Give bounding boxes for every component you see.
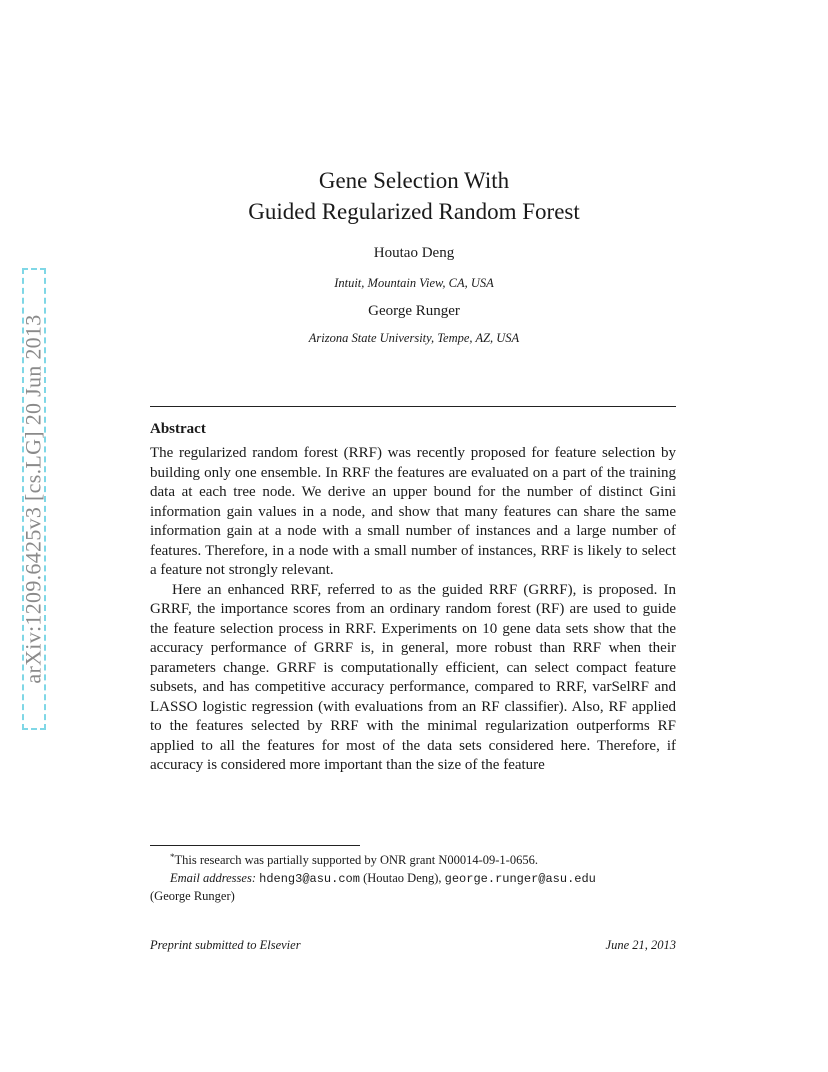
footnote-marker: *	[170, 852, 175, 862]
email-owner-runger: (George Runger)	[150, 889, 235, 903]
email-footnote	[150, 870, 676, 889]
paper-title	[0, 165, 828, 227]
email-owner-deng: (Houtao Deng),	[363, 870, 442, 885]
abstract-paragraph-1: The regularized random forest (RRF) was recently proposed for feature selection by building only one ensemble. In RRF the features are evaluated on a part of the training data at each tree node. We derive an upper bound for the number of distinct Gini information gain values in a node, and show that many features can share the same information gain at a node with a small number of instances and a large number of features. Therefore, in a node with a small number of instances, RRF is likely to select a feature not strongly relevant.	[150, 445, 676, 578]
footnotes	[150, 849, 676, 906]
email-link-runger[interactable]: george.runger@asu.edu	[444, 871, 596, 886]
footnote-rule	[150, 845, 360, 846]
abstract-body	[150, 444, 676, 776]
submission-date: June 21, 2013	[605, 938, 676, 952]
funding-footnote	[150, 849, 676, 870]
abstract-top-rule	[150, 406, 676, 407]
author-affiliation-2: Arizona State University, Tempe, AZ, USA	[308, 331, 520, 345]
funding-text: This research was partially supported by ONR grant N00014-09-1-0656.	[174, 853, 538, 867]
author-name-1: Houtao Deng	[373, 245, 455, 261]
arxiv-identifier-text: arXiv:1209.6425v3 [cs.LG] 20 Jun 2013	[21, 314, 47, 684]
title-line-1: Gene Selection With	[318, 168, 510, 193]
abstract-heading: Abstract	[150, 421, 206, 437]
title-line-2: Guided Regularized Random Forest	[248, 199, 580, 224]
author-affiliation-1: Intuit, Mountain View, CA, USA	[334, 276, 494, 290]
author-name-2: George Runger	[368, 303, 460, 319]
abstract-paragraph-2: Here an enhanced RRF, referred to as the guided RRF (GRRF), is proposed. In GRRF, the importance scores from an ordinary random forest (RF) are used to guide the feature selection process in RRF. Experiments on 10 gene data sets show that the accuracy performance of GRRF is, in general, more robust than RRF when their parameters change. GRRF is computationally efficient, can select compact feature subsets, and has competitive accuracy performance, compared to RRF, varSelRF and LASSO logistic regression (with evaluations from an RF classifier). Also, RF applied to the features selected by RRF with the minimal regularization outperforms RF applied to all the features for most of the data sets considered here. Therefore, if accuracy is considered more important than the size of the feature	[150, 581, 676, 773]
preprint-note: Preprint submitted to Elsevier	[150, 938, 301, 952]
email-label: Email addresses:	[170, 870, 256, 885]
email-link-deng[interactable]: hdeng3@asu.com	[259, 871, 360, 886]
